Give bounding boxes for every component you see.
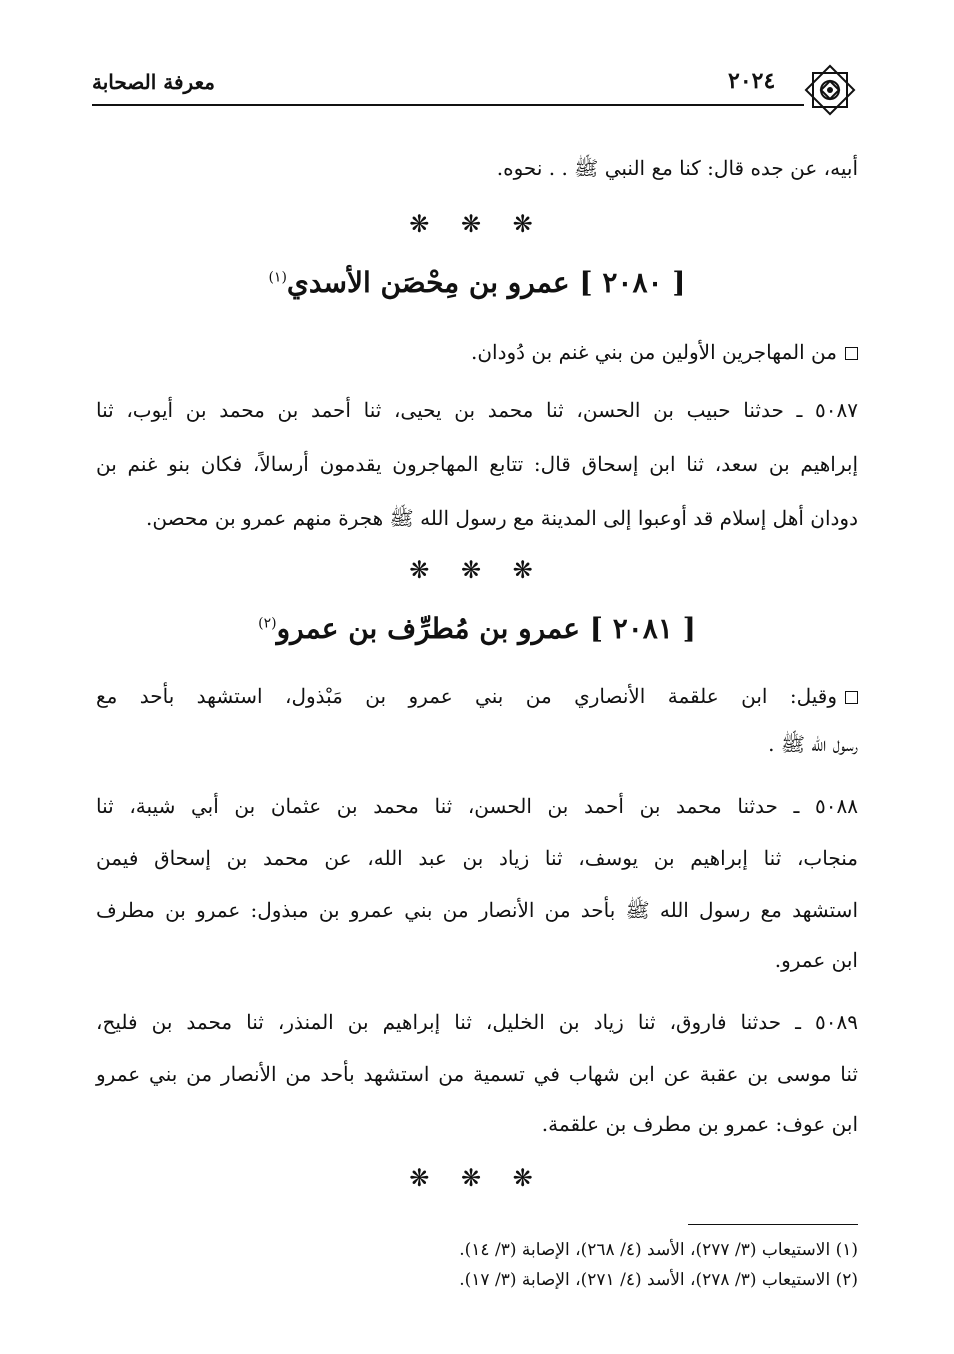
- entry-heading-text: [ ٢٠٨١ ] عمرو بن مُطرِّف بن عمرو: [276, 612, 696, 645]
- entry-intro: [96, 676, 858, 716]
- entry-intro: [471, 332, 858, 372]
- footnote: (٢) الاستيعاب (٣/ ٢٧٨)، الأسد (٤/ ٢٧١)، الإصابة (٣/ ١٧).: [459, 1270, 858, 1290]
- header-rule: [92, 104, 804, 106]
- hadith-line: إبراهيم بن سعد، ثنا ابن إسحاق قال: تتابع المهاجرون يقدمون أرسالاً، فكان بنو غنم بن: [96, 452, 858, 476]
- square-bullet-icon: [845, 347, 858, 360]
- separator-stars: ❋ ❋ ❋: [409, 1164, 545, 1192]
- page-number: ٢٠٢٤: [728, 68, 776, 94]
- footnote-ref: (١): [268, 269, 287, 286]
- entry-heading-text: [ ٢٠٨٠ ] عمرو بن مِحْصَن الأسدي: [286, 266, 686, 299]
- entry-heading: [0, 266, 954, 299]
- entry-heading: [0, 612, 954, 645]
- entry-intro-text: من المهاجرين الأولين من بني غنم بن دُودان.: [470, 340, 837, 364]
- footnote-rule: [688, 1224, 858, 1225]
- footnote-ref: (٢): [258, 615, 277, 632]
- separator-stars: ❋ ❋ ❋: [409, 556, 545, 584]
- hadith-line: ٥٠٨٧ ـ حدثنا حبيب بن الحسن، ثنا محمد بن يحيى، ثنا أحمد بن محمد بن أيوب، ثنا: [96, 398, 858, 422]
- text-line: أبيه، عن جده قال: كنا مع النبي ﷺ . . نحوه.: [496, 156, 858, 180]
- footnote: (١) الاستيعاب (٣/ ٢٧٧)، الأسد (٤/ ٢٦٨)، الإصابة (٣/ ١٤).: [459, 1240, 858, 1260]
- separator-stars: ❋ ❋ ❋: [409, 210, 545, 238]
- hadith-line: ابن عوف: عمرو بن مطرف بن علقمة.: [541, 1112, 858, 1136]
- entry-intro-continued: رسول الله ﷺ .: [768, 732, 858, 756]
- hadith-line: ٥٠٨٩ ـ حدثنا فاروق، ثنا زياد بن الخليل، ثنا إبراهيم بن المنذر، ثنا محمد بن فليح،: [96, 1010, 858, 1034]
- hadith-line: ثنا موسى بن عقبة عن ابن شهاب في تسمية من استشهد بأحد من الأنصار من بني عمرو: [96, 1062, 858, 1086]
- ornament-icon: [800, 60, 860, 120]
- hadith-line: دودان أهل إسلام قد أوعبوا إلى المدينة مع رسول الله ﷺ هجرة منهم عمرو بن محصن.: [145, 506, 858, 530]
- hadith-line: منجاب، ثنا إبراهيم بن يوسف، ثنا زياد بن عبد الله، عن محمد بن إسحاق فيمن: [96, 846, 858, 870]
- hadith-line: ٥٠٨٨ ـ حدثنا محمد بن أحمد بن الحسن، ثنا محمد بن عثمان بن أبي شيبة، ثنا: [96, 794, 858, 818]
- running-header: [92, 60, 864, 120]
- hadith-line: استشهد مع رسول الله ﷺ بأحد من الأنصار من بني عمرو بن مبذول: عمرو بن مطرف: [96, 898, 859, 922]
- book-title: معرفة الصحابة: [92, 70, 215, 94]
- entry-intro-text: وقيل: ابن علقمة الأنصاري من بني عمرو بن مَبْذول، استشهد بأحد مع: [96, 684, 837, 708]
- square-bullet-icon: [845, 691, 858, 704]
- hadith-line: ابن عمرو.: [774, 948, 858, 972]
